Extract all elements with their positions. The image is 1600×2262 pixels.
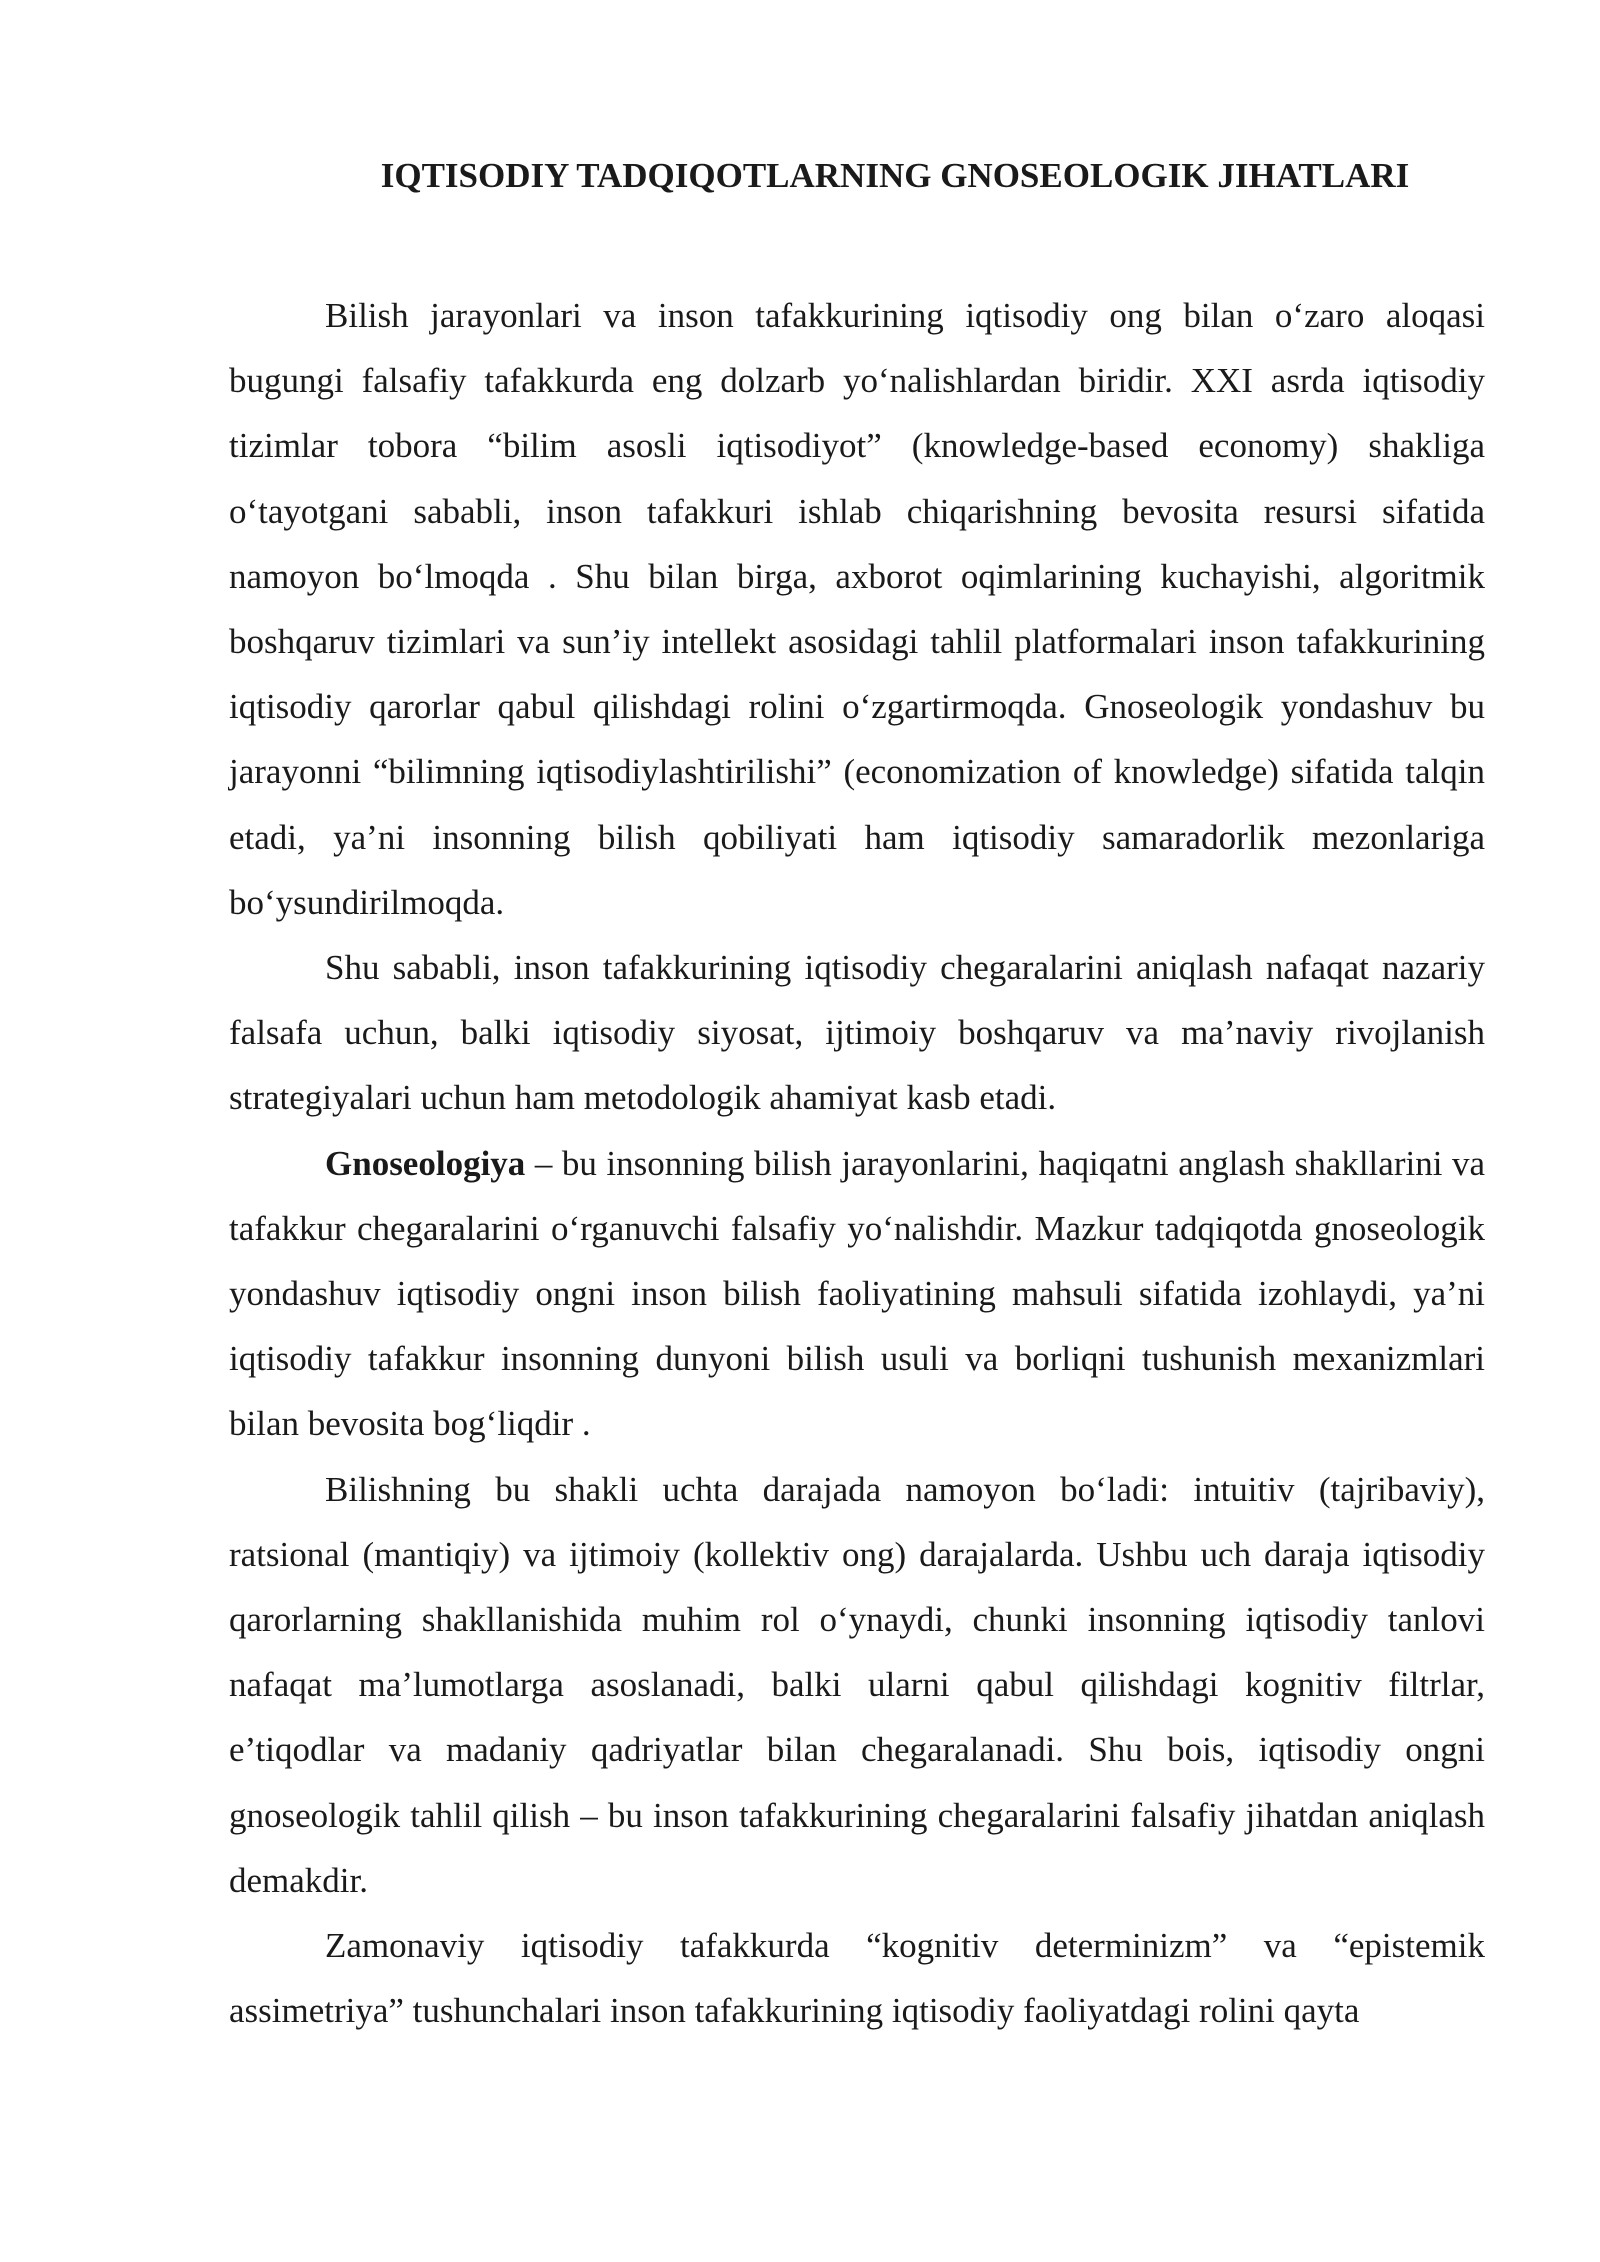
paragraph-3 (229, 1131, 1485, 1457)
paragraph-5: Zamonaviy iqtisodiy tafakkurda “kognitiv determinizm” va “epistemik assimetriya” tushunchalari inson tafakkurining iqtisodiy faoliyatdagi rolini qayta (229, 1926, 1485, 2031)
document-title: IQTISODIY TADQIQOTLARNING GNOSEOLOGIK JIHATLARI (380, 156, 1410, 195)
term-gnoseologiya: Gnoseologiya (325, 1143, 526, 1183)
paragraph-4: Bilishning bu shakli uchta darajada namoyon bo‘ladi: intuitiv (tajribaviy), ratsional (mantiqiy) va ijtimoiy (kollektiv ong) darajalarda. Ushbu uch daraja iqtisodiy qarorlarning shakllanishida muhim rol o‘ynaydi, chunki insonning iqtisodiy tanlovi nafaqat ma’lumotlarga asoslanadi, balki ularni qabul qilishdagi kognitiv filtrlar, e’tiqodlar va madaniy qadriyatlar bilan chegaralanadi. Shu bois, iqtisodiy ongni gnoseologik tahlil qilish – bu inson tafakkurining chegaralarini falsafiy jihatdan aniqlash demakdir. (229, 1469, 1485, 1900)
paragraph-1: Bilish jarayonlari va inson tafakkurining iqtisodiy ong bilan o‘zaro aloqasi bugungi falsafiy tafakkurda eng dolzarb yo‘nalishlardan biridir. XXI asrda iqtisodiy tizimlar tobora “bilim asosli iqtisodiyot” (knowledge-based economy) shakliga o‘tayotgani sababli, inson tafakkuri ishlab chiqarishning bevosita resursi sifatida namoyon bo‘lmoqda . Shu bilan birga, axborot oqimlarining kuchayishi, algoritmik boshqaruv tizimlari va sun’iy intellekt asosidagi tahlil platformalari inson tafakkurining iqtisodiy qarorlar qabul qilishdagi rolini o‘zgartirmoqda. Gnoseologik yondashuv bu jarayonni “bilimning iqtisodiylashtirilishi” (economization of knowledge) sifatida talqin etadi, ya’ni insonning bilish qobiliyati ham iqtisodiy samaradorlik mezonlariga bo‘ysundirilmoqda. (229, 296, 1485, 922)
paragraph-3-text: – bu insonning bilish jarayonlarini, haqiqatni anglash shakllarini va tafakkur chegaralarini o‘rganuvchi falsafiy yo‘nalishdir. Mazkur tadqiqotda gnoseologik yondashuv iqtisodiy ongni inson bilish faoliyatining mahsuli sifatida izohlaydi, ya’ni iqtisodiy tafakkur insonning dunyoni bilish usuli va borliqni tushunish mexanizmlari bilan bevosita bog‘liqdir . (229, 1143, 1485, 1444)
paragraph-2: Shu sababli, inson tafakkurining iqtisodiy chegaralarini aniqlash nafaqat nazariy falsafa uchun, balki iqtisodiy siyosat, ijtimoiy boshqaruv va ma’naviy rivojlanish strategiyalari uchun ham metodologik ahamiyat kasb etadi. (229, 948, 1485, 1118)
document-body (229, 283, 1485, 2043)
